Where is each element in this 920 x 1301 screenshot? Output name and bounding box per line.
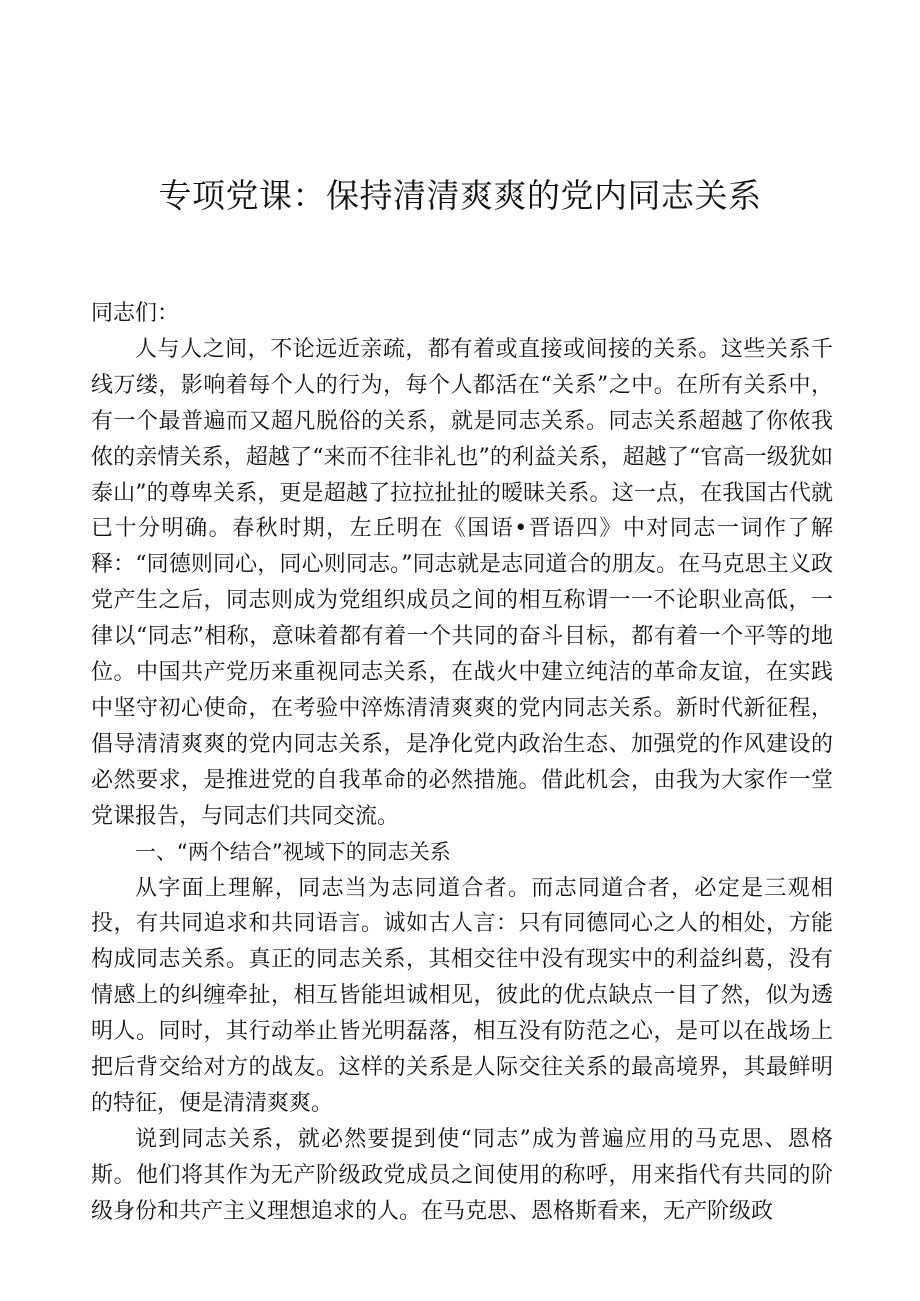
paragraph-section-2: 说到同志关系，就必然要提到使“同志”成为普遍应用的马克思、恩格斯。他们将其作为无产阶级政党成员之间使用的称呼，用来指代有共同的阶级身份和共产主义理想追求的人。在马克思、恩格斯看来，无产阶级政	[91, 1126, 833, 1224]
document-title: 专项党课：保持清清爽爽的党内同志关系	[158, 176, 762, 215]
salutation: 同志们：	[91, 301, 180, 326]
paragraph-section-1: 从字面上理解，同志当为志同道合者。而志同道合者，必定是三观相投，有共同追求和共同语言。诚如古人言：只有同德同心之人的相处，方能构成同志关系。真正的同志关系，其相交往中没有现实中的利益纠葛，没有情感上的纠缠牵扯，相互皆能坦诚相见，彼此的优点缺点一目了然，似为透明人。同时，其行动举止皆光明磊落，相互没有防范之心，是可以在战场上把后背交给对方的战友。这样的关系是人际交往关系的最高境界，其最鲜明的特征，便是清清爽爽。	[91, 875, 833, 1116]
document-body	[91, 296, 833, 1230]
section-heading: 一、“两个结合”视域下的同志关系	[135, 839, 451, 864]
paragraph-intro: 人与人之间，不论远近亲疏，都有着或直接或间接的关系。这些关系千线万缕，影响着每个人的行为，每个人都活在“关系”之中。在所有关系中，有一个最普遍而又超凡脱俗的关系，就是同志关系。同志关系超越了你侬我侬的亲情关系，超越了“来而不往非礼也”的利益关系，超越了“官高一级犹如泰山”的尊卑关系，更是超越了拉拉扯扯的暧昧关系。这一点，在我国古代就已十分明确。春秋时期，左丘明在《国语•晋语四》中对同志一词作了解释：“同德则同心，同心则同志。”同志就是志同道合的朋友。在马克思主义政党产生之后，同志则成为党组织成员之间的相互称谓一一不论职业高低，一律以“同志”相称，意味着都有着一个共同的奋斗目标，都有着一个平等的地位。中国共产党历来重视同志关系，在战火中建立纯洁的革命友谊，在实践中坚守初心使命，在考验中淬炼清清爽爽的党内同志关系。新时代新征程，倡导清清爽爽的党内同志关系，是净化党内政治生态、加强党的作风建设的必然要求，是推进党的自我革命的必然措施。借此机会，由我为大家作一堂党课报告，与同志们共同交流。	[91, 336, 833, 829]
